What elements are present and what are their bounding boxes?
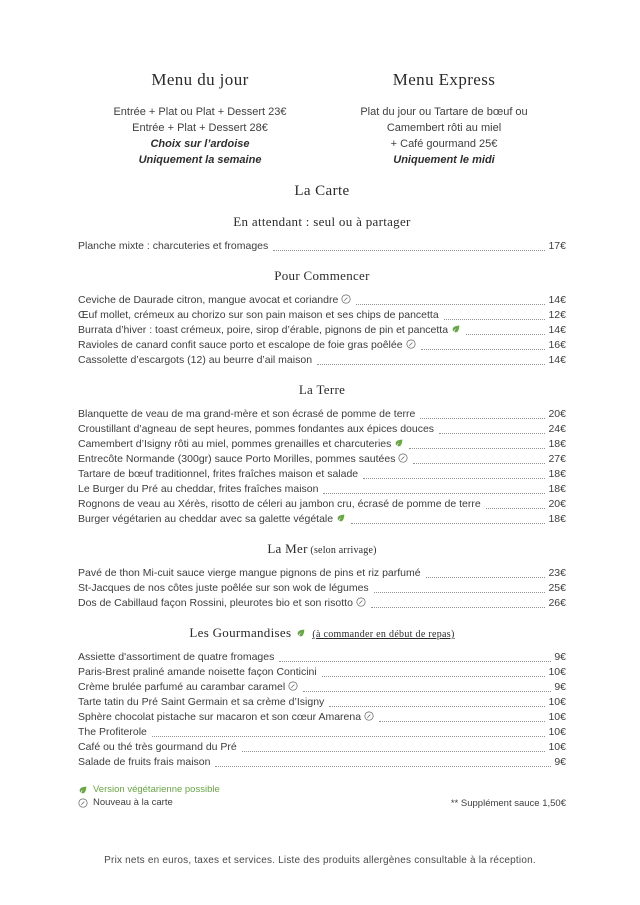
- leader-dots: [466, 334, 545, 335]
- header-menu: [78, 70, 322, 168]
- footer-note: Prix nets en euros, taxes et services. Liste des produits allergènes consultable à la réception.: [104, 855, 536, 866]
- leader-dots: [215, 766, 551, 767]
- menu-item: [78, 665, 566, 680]
- header-menu-emphasis-line: Choix sur l’ardoise: [150, 138, 250, 150]
- header-menu-line: Entrée + Plat ou Plat + Dessert 23€: [113, 106, 287, 118]
- leader-dots: [323, 493, 545, 494]
- section-title: [78, 268, 566, 284]
- header-menu-line: Plat du jour ou Tartare de bœuf ou: [360, 106, 528, 118]
- item-price: 18€: [548, 468, 566, 480]
- menu-item: [78, 482, 566, 497]
- item-name: Cassolette d’escargots (12) au beurre d’ail maison: [78, 354, 313, 366]
- menu-item: [78, 353, 566, 368]
- leader-dots: [439, 433, 545, 434]
- legend-vegetarian: [78, 783, 220, 796]
- menu-section: [78, 268, 566, 368]
- item-price: 10€: [548, 711, 566, 723]
- section-title-text: La Mer: [267, 541, 308, 556]
- item-name: St-Jacques de nos côtes juste poêlée sur son wok de légumes: [78, 582, 369, 594]
- leader-dots: [374, 592, 546, 593]
- leader-dots: [152, 736, 546, 737]
- header-menus: [78, 70, 566, 168]
- menu-item: [78, 407, 566, 422]
- item-name: Pavé de thon Mi-cuit sauce vierge mangue pignons de pins et riz parfumé: [78, 567, 421, 579]
- header-menu-line: Camembert rôti au miel: [386, 122, 502, 134]
- leader-dots: [242, 751, 546, 752]
- legend-vegetarian-label: Version végétarienne possible: [93, 784, 220, 795]
- header-menu: [322, 70, 566, 168]
- section-title: [78, 382, 566, 398]
- item-price: 16€: [548, 339, 566, 351]
- menu-item: [78, 596, 566, 611]
- new-pencil-icon: [406, 339, 416, 349]
- menu-item: [78, 680, 566, 695]
- menu-section: [78, 541, 566, 611]
- leader-dots: [426, 577, 546, 578]
- item-price: 24€: [548, 423, 566, 435]
- menu-item: [78, 581, 566, 596]
- section-title: [78, 625, 566, 641]
- item-name: Planche mixte : charcuteries et fromages: [78, 240, 269, 252]
- new-pencil-icon: [356, 597, 366, 607]
- item-price: 10€: [548, 741, 566, 753]
- header-menu-line: Entrée + Plat + Dessert 28€: [132, 122, 268, 134]
- leader-dots: [379, 721, 545, 722]
- menu-item: [78, 308, 566, 323]
- item-name: Œuf mollet, crémeux au chorizo sur son pain maison et ses chips de pancetta: [78, 309, 439, 321]
- carte-sections: [78, 214, 566, 770]
- leader-dots: [356, 304, 545, 305]
- legend-new-label: Nouveau à la carte: [93, 797, 173, 808]
- item-price: 9€: [554, 756, 566, 768]
- menu-item: [78, 497, 566, 512]
- leader-dots: [303, 691, 551, 692]
- header-menu-emphasis-line: Uniquement le midi: [393, 154, 495, 166]
- item-name: Dos de Cabillaud façon Rossini, pleurotes bio et son risotto: [78, 596, 366, 611]
- legend-new: [78, 796, 220, 809]
- menu-item: [78, 323, 566, 338]
- item-name: Croustillant d’agneau de sept heures, pommes fondantes aux épices douces: [78, 423, 435, 435]
- menu-item: [78, 338, 566, 353]
- leader-dots: [486, 508, 546, 509]
- item-name: Burger végétarien au cheddar avec sa galette végétale: [78, 512, 346, 527]
- item-name: Blanquette de veau de ma grand-mère et son écrasé de pomme de terre: [78, 408, 416, 420]
- menu-item: [78, 467, 566, 482]
- menu-item: [78, 566, 566, 581]
- leader-dots: [273, 250, 545, 251]
- new-pencil-icon: [288, 681, 298, 691]
- item-price: 12€: [548, 309, 566, 321]
- item-name: Entrecôte Normande (300gr) sauce Porto Morilles, pommes sautées: [78, 452, 408, 467]
- menu-item: [78, 239, 566, 254]
- menu-item: [78, 695, 566, 710]
- leader-dots: [420, 418, 545, 419]
- leader-dots: [371, 607, 546, 608]
- supplement-note: ** Supplément sauce 1,50€: [450, 798, 566, 809]
- leaf-icon: [336, 513, 346, 523]
- section-title-text: Pour Commencer: [274, 268, 370, 283]
- leader-dots: [279, 661, 551, 662]
- item-price: 23€: [548, 567, 566, 579]
- leader-dots: [363, 478, 545, 479]
- leader-dots: [317, 364, 545, 365]
- item-name: Tarte tatin du Pré Saint Germain et sa crème d’Isigny: [78, 696, 325, 708]
- item-price: 18€: [548, 438, 566, 450]
- item-name: Paris-Brest praliné amande noisette façon Conticini: [78, 666, 317, 678]
- leader-dots: [413, 463, 545, 464]
- header-menu-emphasis-line: Uniquement la semaine: [138, 154, 262, 166]
- item-name: Sphère chocolat pistache sur macaron et son cœur Amarena: [78, 710, 374, 725]
- item-name: The Profiterole: [78, 726, 147, 738]
- menu-item: [78, 710, 566, 725]
- item-price: 26€: [548, 597, 566, 609]
- leaf-icon: [451, 324, 461, 334]
- new-pencil-icon: [341, 294, 351, 304]
- section-title: [78, 214, 566, 230]
- section-title-suffix: (selon arrivage): [307, 545, 377, 556]
- menu-item: [78, 437, 566, 452]
- item-price: 18€: [548, 483, 566, 495]
- header-menu-line: + Café gourmand 25€: [390, 138, 498, 150]
- menu-item: [78, 293, 566, 308]
- item-name: Café ou thé très gourmand du Pré: [78, 741, 237, 753]
- section-title-text: La Terre: [298, 382, 346, 397]
- leaf-icon: [394, 438, 404, 448]
- new-pencil-icon: [364, 711, 374, 721]
- item-price: 14€: [548, 294, 566, 306]
- menu-item: [78, 740, 566, 755]
- menu-item: [78, 650, 566, 665]
- new-pencil-icon: [398, 453, 408, 463]
- leader-dots: [351, 523, 545, 524]
- section-title-text: Les Gourmandises: [189, 625, 292, 640]
- section-title-text: En attendant : seul ou à partager: [233, 214, 411, 229]
- leaf-icon: [296, 628, 306, 638]
- leader-dots: [329, 706, 545, 707]
- menu-item: [78, 422, 566, 437]
- carte-title: La Carte: [294, 183, 350, 199]
- item-name: Salade de fruits frais maison: [78, 756, 211, 768]
- header-menu-title: Menu du jour: [151, 70, 249, 89]
- item-price: 17€: [548, 240, 566, 252]
- item-name: Rognons de veau au Xérès, risotto de céleri au jambon cru, écrasé de pomme de terre: [78, 498, 481, 510]
- leader-dots: [421, 349, 546, 350]
- menu-section: [78, 625, 566, 770]
- item-name: Burrata d’hiver : toast crémeux, poire, sirop d’érable, pignons de pin et pancetta: [78, 323, 461, 338]
- menu-item: [78, 512, 566, 527]
- item-price: 14€: [548, 324, 566, 336]
- item-price: 10€: [548, 726, 566, 738]
- menu-section: [78, 214, 566, 254]
- legend: [78, 783, 220, 809]
- menu-item: [78, 755, 566, 770]
- menu-item: [78, 725, 566, 740]
- legend-band: [78, 783, 566, 809]
- new-pencil-icon: [78, 798, 88, 808]
- item-price: 27€: [548, 453, 566, 465]
- item-price: 10€: [548, 666, 566, 678]
- item-name: Crème brulée parfumé au carambar caramel: [78, 680, 298, 695]
- item-name: Tartare de bœuf traditionnel, frites fraîches maison et salade: [78, 468, 359, 480]
- item-price: 20€: [548, 408, 566, 420]
- item-name: Ravioles de canard confit sauce porto et escalope de foie gras poêlée: [78, 338, 416, 353]
- item-price: 25€: [548, 582, 566, 594]
- leader-dots: [409, 448, 545, 449]
- item-name: Ceviche de Daurade citron, mangue avocat et coriandre: [78, 293, 351, 308]
- menu-item: [78, 452, 566, 467]
- leaf-icon: [78, 785, 88, 795]
- header-menu-title: Menu Express: [392, 70, 496, 89]
- item-price: 14€: [548, 354, 566, 366]
- section-title: [78, 541, 566, 557]
- item-name: Assiette d'assortiment de quatre fromages: [78, 651, 275, 663]
- leader-dots: [444, 319, 546, 320]
- item-price: 20€: [548, 498, 566, 510]
- leader-dots: [322, 676, 546, 677]
- item-price: 10€: [548, 696, 566, 708]
- menu-section: [78, 382, 566, 527]
- item-name: Le Burger du Pré au cheddar, frites fraîches maison: [78, 483, 319, 495]
- item-price: 9€: [554, 681, 566, 693]
- item-price: 18€: [548, 513, 566, 525]
- item-price: 9€: [554, 651, 566, 663]
- section-title-note: (à commander en début de repas): [312, 629, 455, 640]
- item-name: Camembert d’Isigny rôti au miel, pommes grenailles et charcuteries: [78, 437, 404, 452]
